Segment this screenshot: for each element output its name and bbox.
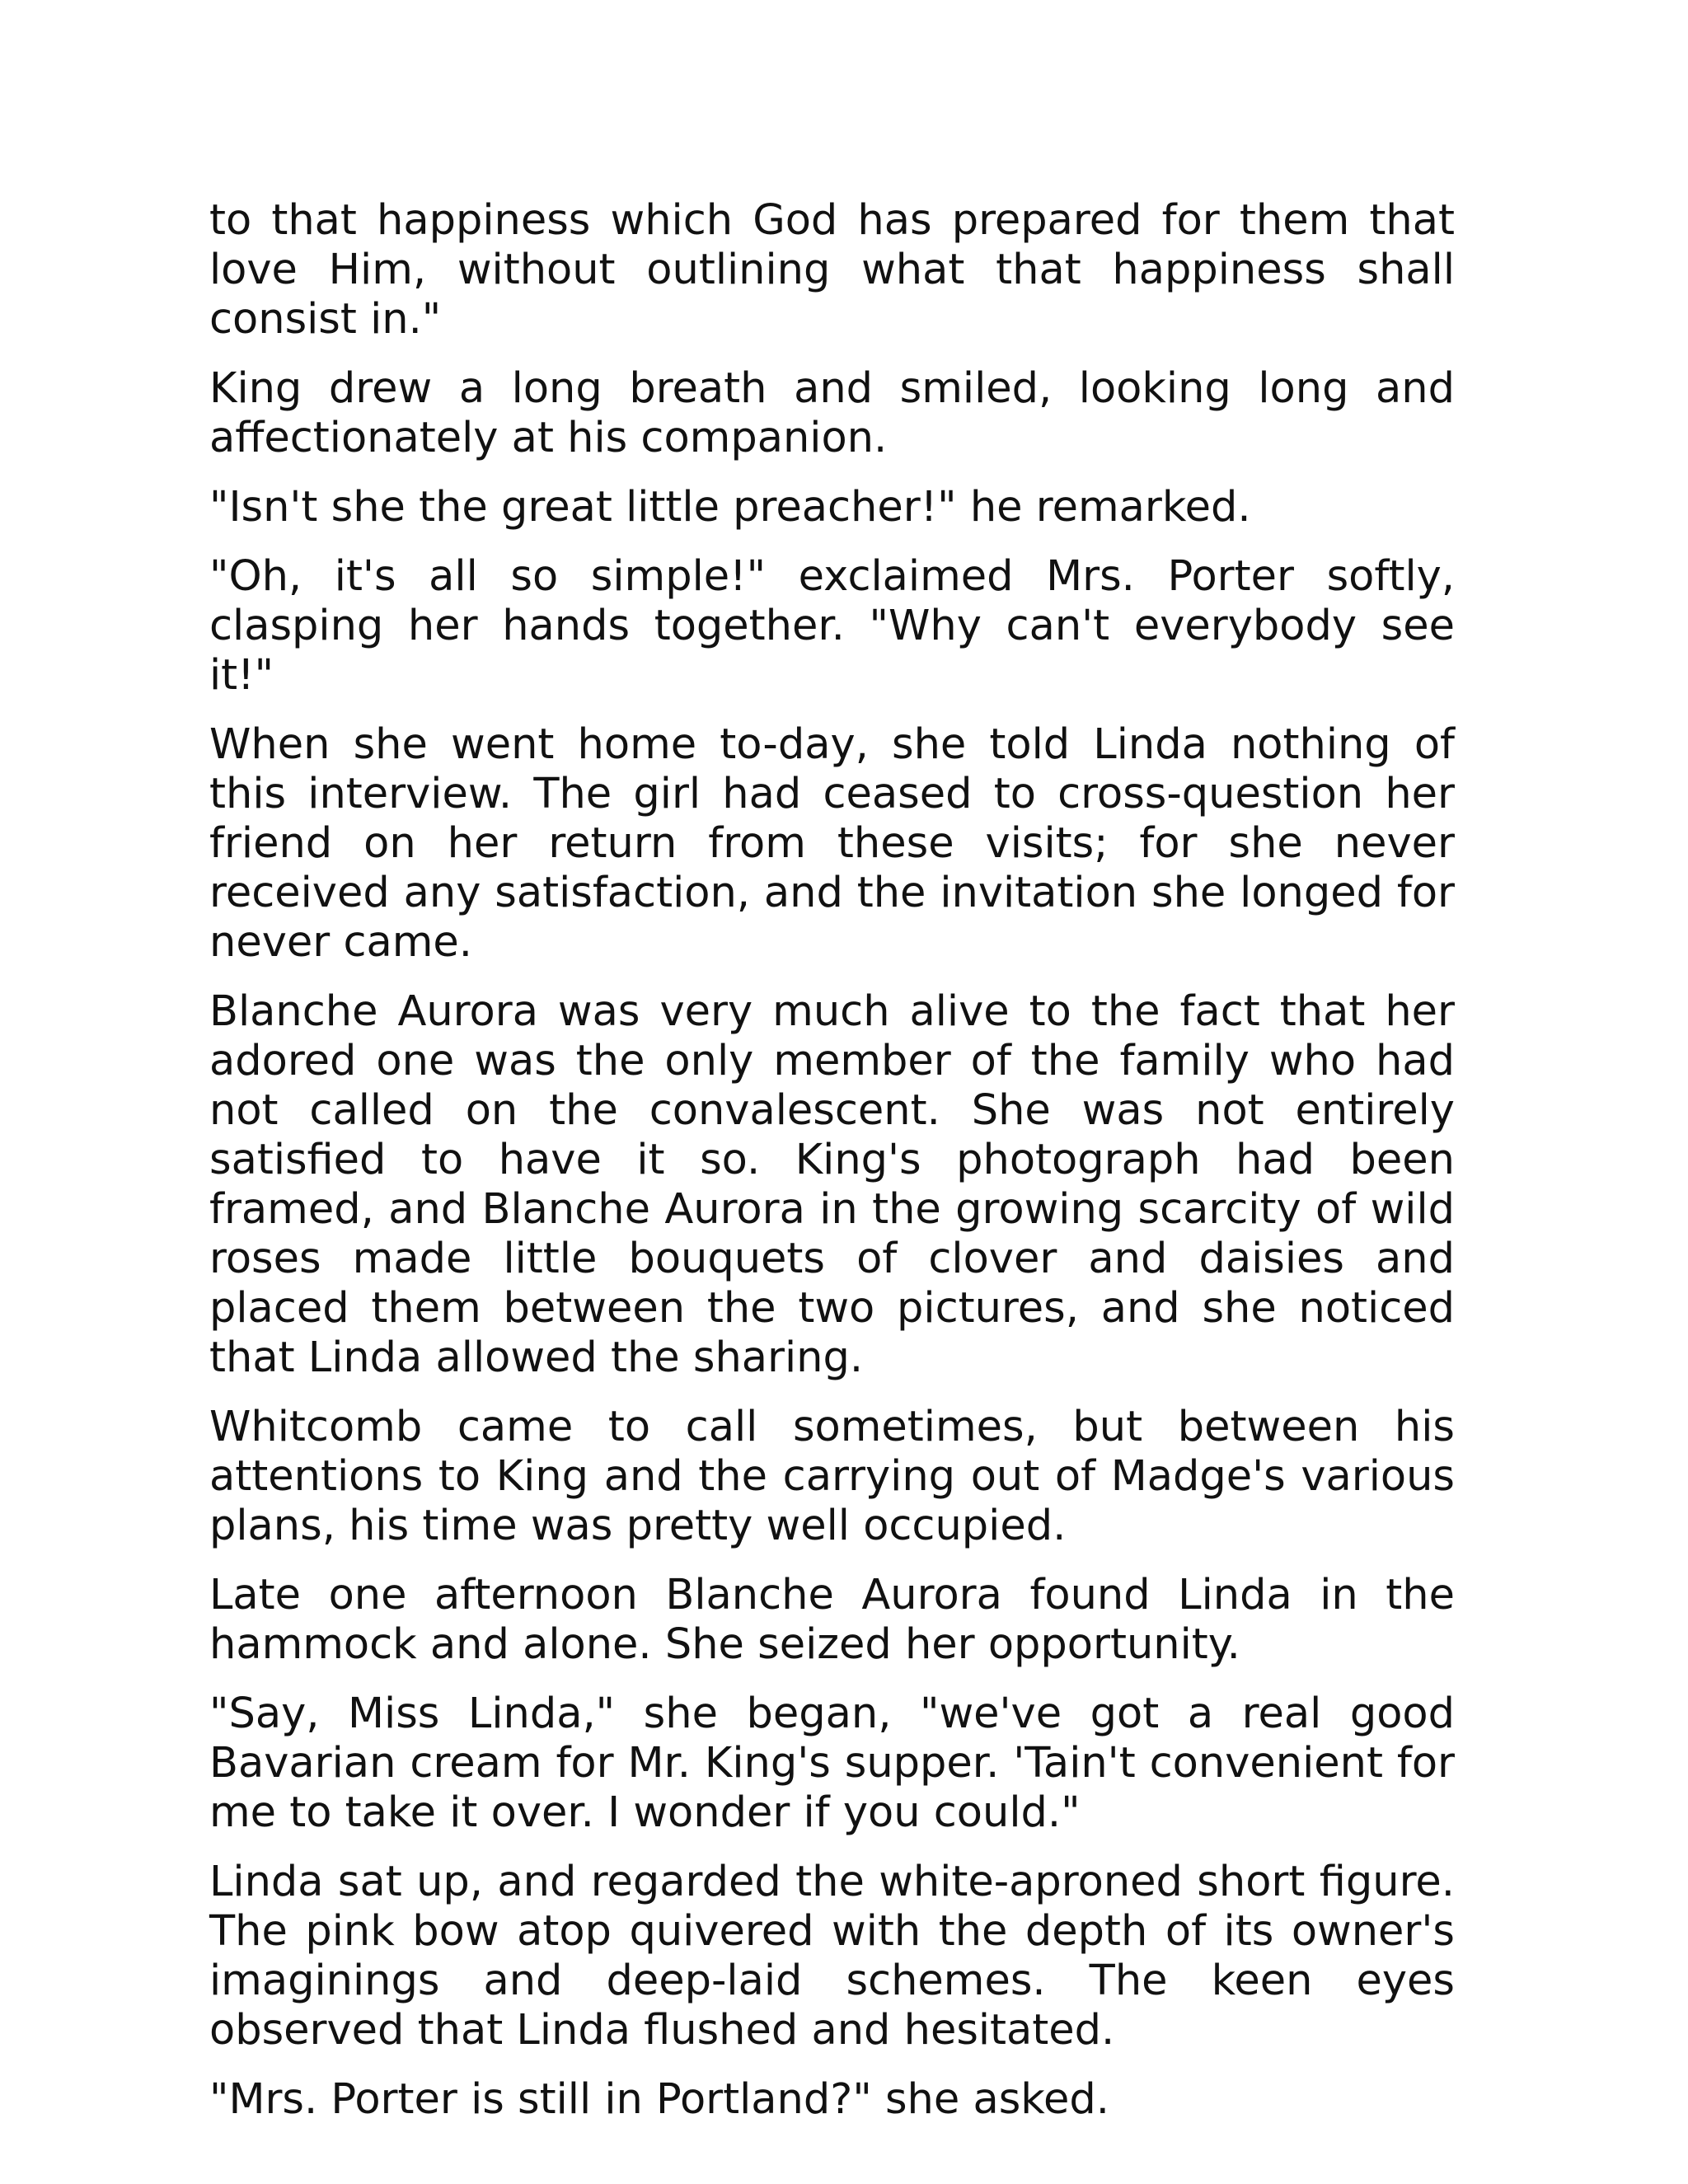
paragraph: "Isn't she the great little preacher!" he remarked. <box>209 483 1251 532</box>
paragraph: Linda sat up, and regarded the white-aproned short figure. The pink bow atop quivered with the depth of its owner's imaginings and deep-laid schemes. The keen eyes observed that Linda flushed and hesitated. <box>209 1858 1455 2055</box>
paragraph: Whitcomb came to call sometimes, but between his attentions to King and the carrying out of Madge's various plans, his time was pretty well occupied. <box>209 1403 1455 1550</box>
paragraph: "Mrs. Porter is still in Portland?" she asked. <box>209 2075 1109 2124</box>
page-body <box>209 196 1455 2144</box>
paragraph: to that happiness which God has prepared for them that love Him, without outlining what that happiness shall consist in." <box>209 196 1455 344</box>
paragraph: Blanche Aurora was very much alive to the fact that her adored one was the only member of the family who had not called on the convalescent. She was not entirely satisfied to have it so. King's photograph had been framed, and Blanche Aurora in the growing scarcity of wild roses made little bouquets of clover and daisies and placed them between the two pictures, and she noticed that Linda allowed the sharing. <box>209 987 1455 1382</box>
paragraph: King drew a long breath and smiled, looking long and affectionately at his companion. <box>209 364 1455 462</box>
paragraph: Late one afternoon Blanche Aurora found Linda in the hammock and alone. She seized her opportunity. <box>209 1571 1455 1669</box>
paragraph: When she went home to-day, she told Linda nothing of this interview. The girl had ceased to cross-question her friend on her return from these visits; for she never received any satisfaction, and the invitation she longed for never came. <box>209 720 1455 967</box>
paragraph: "Oh, it's all so simple!" exclaimed Mrs. Porter softly, clasping her hands together. "Why can't everybody see it!" <box>209 552 1455 700</box>
paragraph: "Say, Miss Linda," she began, "we've got a real good Bavarian cream for Mr. King's supper. 'Tain't convenient for me to take it over. I wonder if you could." <box>209 1690 1455 1837</box>
